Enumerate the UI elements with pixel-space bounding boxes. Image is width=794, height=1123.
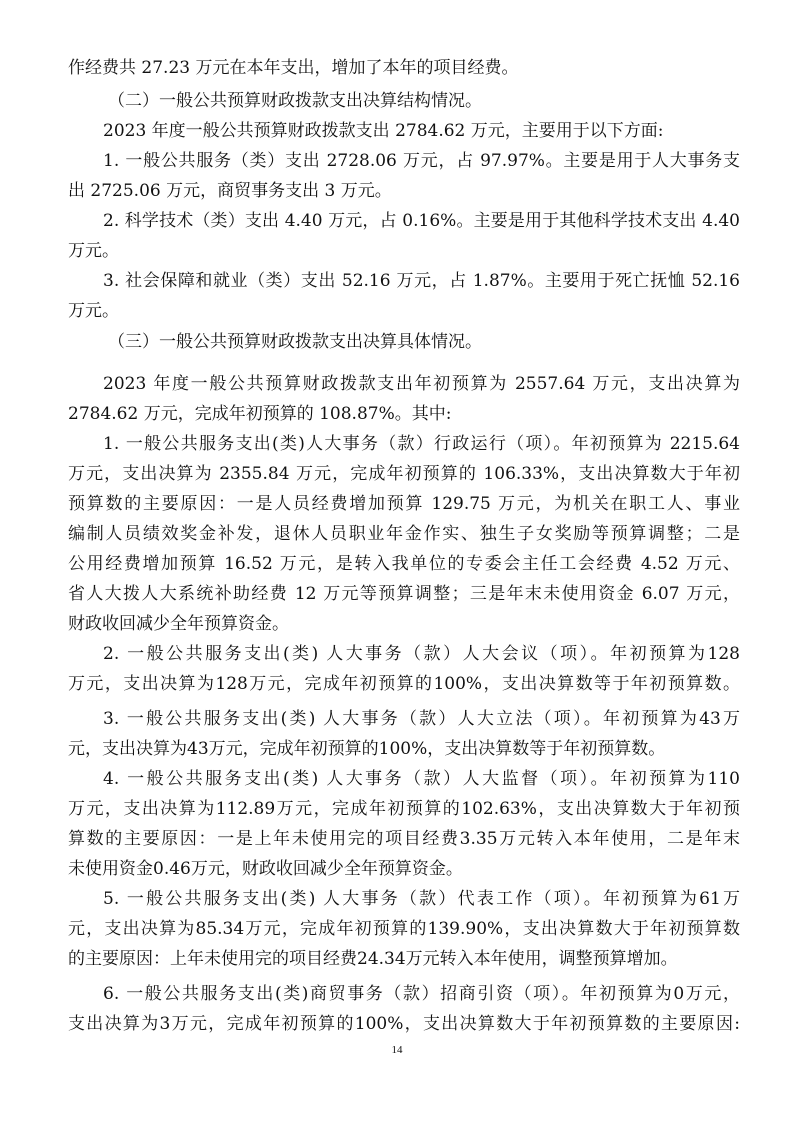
- paragraph-line: 万元，支出决算为112.89万元，完成年初预算的102.63%，支出决算数大于年初预: [68, 799, 740, 819]
- paragraph-line: 支出决算为3万元，完成年初预算的100%，支出决算数大于年初预算数的主要原因:: [68, 1014, 740, 1034]
- paragraph-line: 4. 一般公共服务支出(类) 人大事务（款）人大监督（项）。年初预算为110: [103, 769, 740, 789]
- paragraph-line: 元，支出决算为43万元，完成年初预算的100%，支出决算数等于年初预算数。: [68, 739, 666, 759]
- paragraph-line: 2784.62 万元，完成年初预算的 108.87%。其中:: [68, 404, 452, 424]
- paragraph-line: 作经费共 27.23 万元在本年支出，增加了本年的项目经费。: [68, 58, 519, 78]
- paragraph-line: 元，支出决算为85.34万元，完成年初预算的139.90%，支出决算数大于年初预算数: [68, 919, 740, 939]
- paragraph-line: 算数的主要原因：一是上年未使用完的项目经费3.35万元转入本年使用，二是年末: [68, 829, 740, 849]
- paragraph-line: 2023 年度一般公共预算财政拨款支出年初预算为 2557.64 万元，支出决算为: [103, 374, 740, 394]
- paragraph-line: 2. 科学技术（类）支出 4.40 万元，占 0.16%。主要是用于其他科学技术支出 4.40: [103, 211, 740, 231]
- paragraph-line: 3. 社会保障和就业（类）支出 52.16 万元，占 1.87%。主要用于死亡抚恤 52.16: [103, 271, 740, 291]
- paragraph-line: 财政收回减少全年预算资金。: [68, 614, 289, 634]
- section-heading: （三）一般公共预算财政拨款支出决算具体情况。: [108, 332, 482, 352]
- paragraph-line: 6. 一般公共服务支出(类)商贸事务（款）招商引资（项）。年初预算为0万元，: [103, 984, 740, 1004]
- section-heading: （二）一般公共预算财政拨款支出决算结构情况。: [108, 91, 482, 111]
- paragraph-line: 出 2725.06 万元，商贸事务支出 3 万元。: [68, 181, 392, 201]
- paragraph-line: 预算数的主要原因：一是人员经费增加预算 129.75 万元，为机关在职工人、事业: [68, 494, 740, 514]
- paragraph-line: 1. 一般公共服务支出(类)人大事务（款）行政运行（项）。年初预算为 2215.64: [103, 434, 740, 454]
- paragraph-line: 未使用资金0.46万元，财政收回减少全年预算资金。: [68, 859, 463, 879]
- page-number: 14: [391, 1044, 403, 1056]
- paragraph-line: 5. 一般公共服务支出(类) 人大事务（款）代表工作（项）。年初预算为61万: [103, 889, 740, 909]
- paragraph-line: 省人大拨人大系统补助经费 12 万元等预算调整；三是年末未使用资金 6.07 万元，: [68, 584, 740, 604]
- paragraph-line: 编制人员绩效奖金补发，退休人员职业年金作实、独生子女奖励等预算调整；二是: [68, 524, 740, 544]
- paragraph-line: 2023 年度一般公共预算财政拨款支出 2784.62 万元，主要用于以下方面:: [103, 121, 664, 141]
- paragraph-line: 3. 一般公共服务支出(类) 人大事务（款）人大立法（项）。年初预算为43万: [103, 709, 740, 729]
- paragraph-line: 1. 一般公共服务（类）支出 2728.06 万元，占 97.97%。主要是用于人大事务支: [103, 151, 740, 171]
- paragraph-line: 公用经费增加预算 16.52 万元，是转入我单位的专委会主任工会经费 4.52 万元、: [68, 554, 740, 574]
- paragraph-line: 万元。: [68, 301, 119, 321]
- paragraph-line: 万元。: [68, 241, 119, 261]
- paragraph-line: 2. 一般公共服务支出(类) 人大事务（款）人大会议（项）。年初预算为128: [103, 644, 740, 664]
- paragraph-line: 万元，支出决算为128万元，完成年初预算的100%，支出决算数等于年初预算数。: [68, 674, 740, 694]
- paragraph-line: 的主要原因：上年未使用完的项目经费24.34万元转入本年使用，调整预算增加。: [68, 949, 678, 969]
- paragraph-line: 万元，支出决算为 2355.84 万元，完成年初预算的 106.33%，支出决算数大于年初: [68, 464, 740, 484]
